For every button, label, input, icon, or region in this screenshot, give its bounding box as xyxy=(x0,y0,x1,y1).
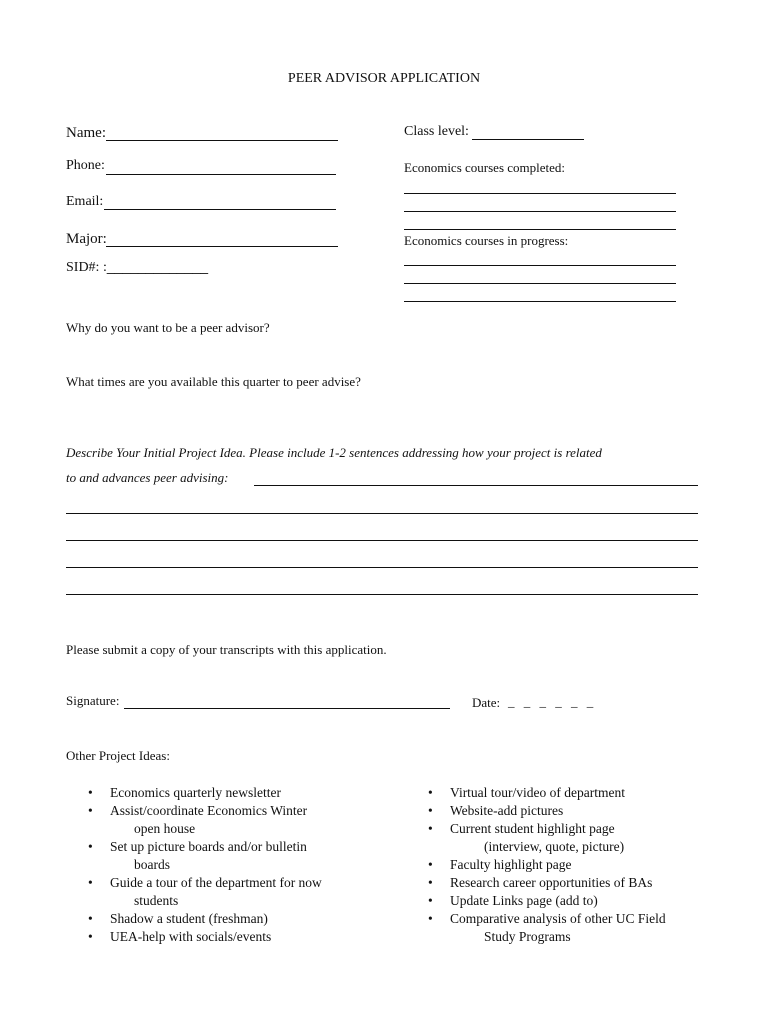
idea-text: Assist/coordinate Economics Winter xyxy=(110,803,308,818)
bullet-icon: • xyxy=(88,929,93,944)
bullet-icon: • xyxy=(428,911,433,926)
idea-list-item xyxy=(428,856,666,874)
why-question: Why do you want to be a peer advisor? xyxy=(66,320,270,335)
idea-list-item xyxy=(88,784,322,802)
email-field[interactable] xyxy=(104,209,336,210)
idea-text: Economics quarterly newsletter xyxy=(110,785,281,800)
ideas-list-right xyxy=(428,784,666,946)
sid-label xyxy=(66,258,208,276)
econ-in-progress-label: Economics courses in progress: xyxy=(404,233,569,248)
project-answer-line-2[interactable] xyxy=(66,513,698,514)
date-field[interactable]: _ _ _ _ _ _ xyxy=(508,694,597,709)
bullet-icon: • xyxy=(88,875,93,890)
class-level-field[interactable] xyxy=(472,139,584,140)
project-answer-line-5[interactable] xyxy=(66,594,698,595)
phone-label: Phone: xyxy=(66,158,105,173)
bullet-icon: • xyxy=(88,911,93,926)
bullet-icon: • xyxy=(428,785,433,800)
idea-text-continuation: (interview, quote, picture) xyxy=(484,839,625,854)
bullet-icon: • xyxy=(428,803,433,818)
project-answer-line-3[interactable] xyxy=(66,540,698,541)
ideas-list-left xyxy=(88,784,322,946)
idea-text-continuation: students xyxy=(134,893,179,908)
bullet-icon: • xyxy=(428,821,433,836)
idea-text-continuation: boards xyxy=(134,857,170,872)
name-field[interactable] xyxy=(106,140,338,141)
signature-field[interactable] xyxy=(124,708,450,709)
date-label: Date: xyxy=(472,695,501,710)
idea-text-continuation: Study Programs xyxy=(484,929,571,944)
econ-progress-line-3[interactable] xyxy=(404,301,676,302)
idea-text: Research career opportunities of BAs xyxy=(450,875,653,890)
idea-text: Guide a tour of the department for now xyxy=(110,875,322,890)
transcripts-note: Please submit a copy of your transcripts with this application. xyxy=(66,642,387,657)
idea-text: Comparative analysis of other UC Field xyxy=(450,911,666,926)
project-answer-line-4[interactable] xyxy=(66,567,698,568)
signature-label: Signature: xyxy=(66,693,120,708)
econ-completed-line-1[interactable] xyxy=(404,193,676,194)
idea-text: Update Links page (add to) xyxy=(450,893,598,908)
econ-progress-line-2[interactable] xyxy=(404,283,676,284)
idea-text: Website-add pictures xyxy=(450,803,564,818)
idea-list-item xyxy=(428,802,666,820)
idea-text: Faculty highlight page xyxy=(450,857,572,872)
email-label: Email: xyxy=(66,194,104,209)
sid-field[interactable]: _____________ xyxy=(106,258,209,274)
idea-list-item xyxy=(428,820,666,856)
project-prompt-line-1: Describe Your Initial Project Idea. Please include 1-2 sentences addressing how your project is related xyxy=(66,445,602,460)
idea-list-item xyxy=(428,892,666,910)
idea-list-item xyxy=(88,838,322,874)
times-question: What times are you available this quarter to peer advise? xyxy=(66,374,361,389)
page-title: PEER ADVISOR APPLICATION xyxy=(287,71,481,86)
idea-list-item xyxy=(428,784,666,802)
idea-text: Shadow a student (freshman) xyxy=(110,911,268,926)
idea-list-item xyxy=(428,874,666,892)
idea-text: UEA-help with socials/events xyxy=(110,929,272,944)
sid-label-text: SID#: : xyxy=(66,260,107,275)
idea-text: Set up picture boards and/or bulletin xyxy=(110,839,307,854)
econ-progress-line-1[interactable] xyxy=(404,265,676,266)
idea-list-item xyxy=(88,928,322,946)
econ-completed-label: Economics courses completed: xyxy=(404,160,566,175)
idea-text: Virtual tour/video of department xyxy=(450,785,626,800)
major-label: Major: xyxy=(66,231,107,247)
idea-text-continuation: open house xyxy=(134,821,196,836)
idea-text: Current student highlight page xyxy=(450,821,615,836)
bullet-icon: • xyxy=(88,785,93,800)
class-level-label: Class level: xyxy=(404,124,469,139)
project-prompt-line-2: to and advances peer advising: xyxy=(66,470,229,485)
bullet-icon: • xyxy=(428,875,433,890)
other-ideas-heading: Other Project Ideas: xyxy=(66,748,170,763)
econ-completed-line-2[interactable] xyxy=(404,211,676,212)
bullet-icon: • xyxy=(428,857,433,872)
idea-list-item xyxy=(428,910,666,946)
bullet-icon: • xyxy=(88,839,93,854)
bullet-icon: • xyxy=(428,893,433,908)
idea-list-item xyxy=(88,910,322,928)
project-answer-line-1[interactable] xyxy=(254,485,698,486)
bullet-icon: • xyxy=(88,803,93,818)
idea-list-item xyxy=(88,874,322,910)
phone-field[interactable] xyxy=(106,174,336,175)
major-field[interactable] xyxy=(106,246,338,247)
econ-completed-line-3[interactable] xyxy=(404,229,676,230)
idea-list-item xyxy=(88,802,322,838)
name-label: Name: xyxy=(66,125,106,141)
